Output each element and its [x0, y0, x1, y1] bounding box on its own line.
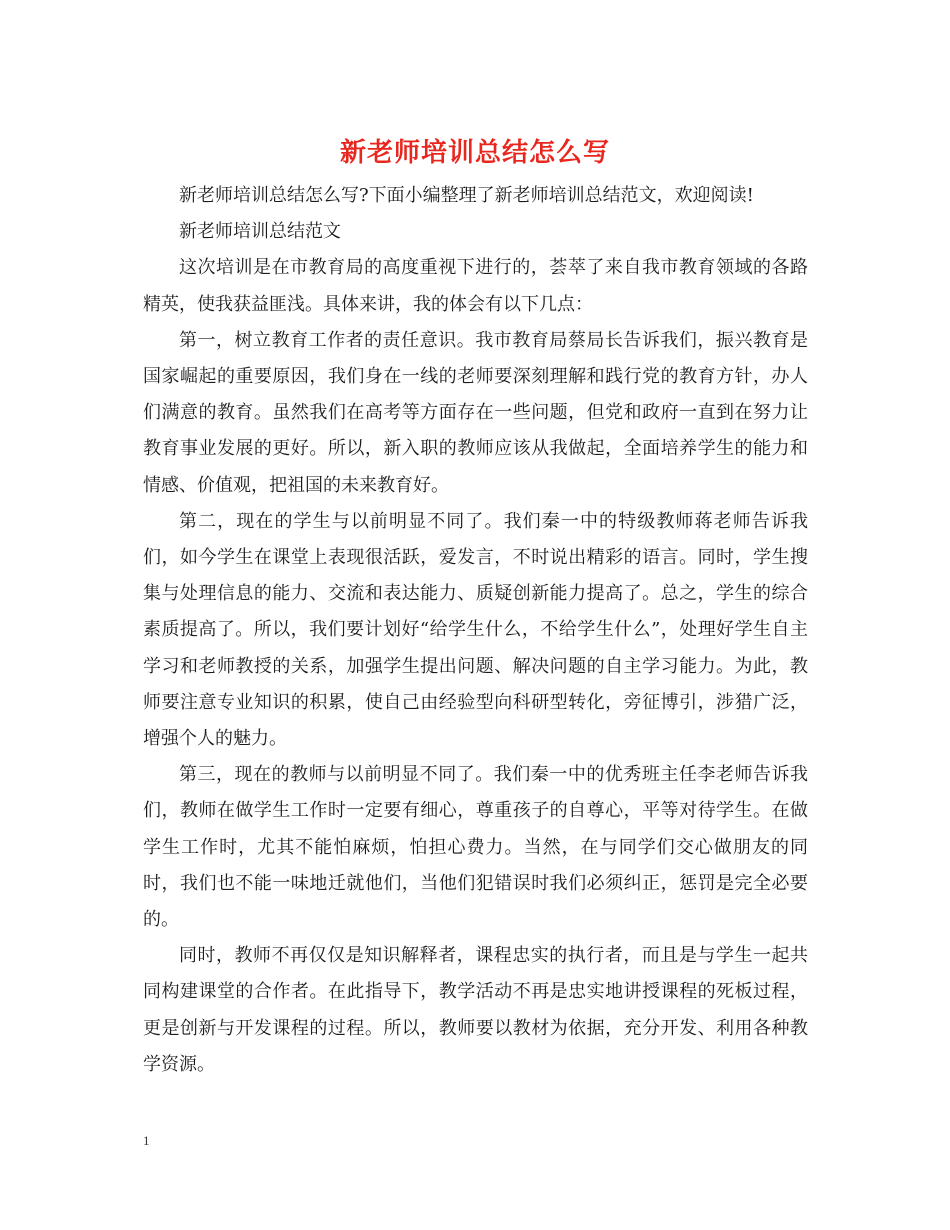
paragraph: 第一，树立教育工作者的责任意识。我市教育局蔡局长告诉我们，振兴教育是国家崛起的重要原因，我们身在一线的老师要深刻理解和践行党的教育方针，办人们满意的教育。虽然我们在高考等方面存在一些问题，但党和政府一直到在努力让教育事业发展的更好。所以，新入职的教师应该从我做起，全面培养学生的能力和情感、价值观，把祖国的未来教育好。 — [143, 329, 808, 496]
paragraph: 第三，现在的教师与以前明显不同了。我们秦一中的优秀班主任李老师告诉我们，教师在做学生工作时一定要有细心，尊重孩子的自尊心，平等对待学生。在做学生工作时，尤其不能怕麻烦，怕担心费力。当然，在与同学们交心做朋友的同时，我们也不能一味地迁就他们，当他们犯错误时我们必须纠正，惩罚是完全必要的。 — [143, 764, 808, 931]
paragraph: 同时，教师不再仅仅是知识解释者，课程忠实的执行者，而且是与学生一起共同构建课堂的合作者。在此指导下，教学活动不再是忠实地讲授课程的死板过程，更是创新与开发课程的过程。所以，教师要以教材为依据，充分开发、利用各种教学资源。 — [143, 945, 808, 1075]
paragraph: 这次培训是在市教育局的高度重视下进行的，荟萃了来自我市教育领域的各路精英，使我获益匪浅。具体来讲，我的体会有以下几点： — [143, 257, 808, 315]
document-title: 新老师培训总结怎么写 — [339, 138, 610, 168]
document-body — [143, 178, 808, 1083]
paragraph: 新老师培训总结范文 — [179, 221, 341, 243]
paragraph: 新老师培训总结怎么写?下面小编整理了新老师培训总结范文，欢迎阅读! — [179, 185, 754, 206]
paragraph: 第二，现在的学生与以前明显不同了。我们秦一中的特级教师蒋老师告诉我们，如今学生在课堂上表现很活跃，爱发言，不时说出精彩的语言。同时，学生搜集与处理信息的能力、交流和表达能力、质疑创新能力提高了。总之，学生的综合素质提高了。所以，我们要计划好“给学生什么，不给学生什么”，处理好学生自主学习和老师教授的关系，加强学生提出问题、解决问题的自主学习能力。为此，教师要注意专业知识的积累，使自己由经验型向科研型转化，旁征博引，涉猎广泛，增强个人的魅力。 — [143, 510, 808, 750]
page-number: 1 — [143, 1133, 150, 1148]
